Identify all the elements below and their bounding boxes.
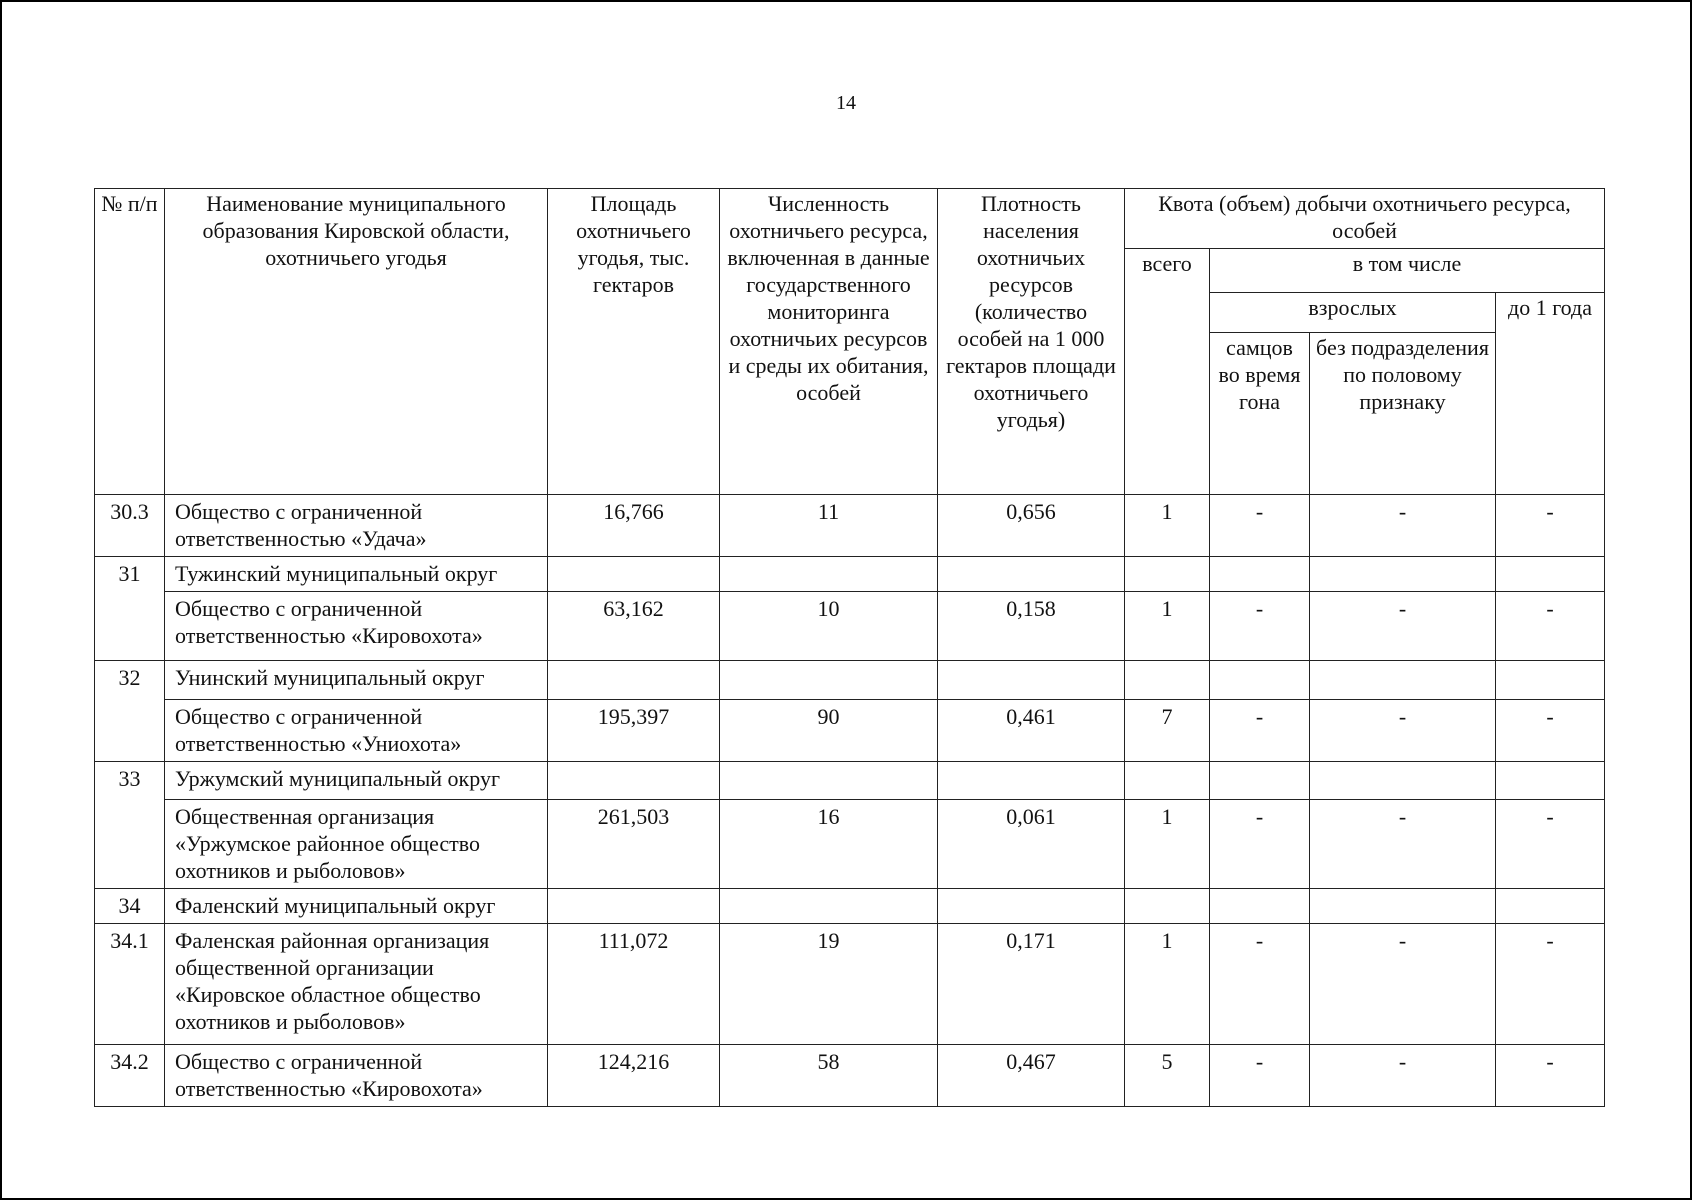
- row-males: -: [1210, 924, 1310, 1045]
- header-males-rut: самцов во время гона: [1210, 333, 1310, 495]
- row-area: 261,503: [548, 800, 720, 889]
- row-density: 0,461: [938, 700, 1125, 762]
- row-males: -: [1210, 700, 1310, 762]
- row-population: 19: [720, 924, 938, 1045]
- row-under1: -: [1496, 495, 1605, 557]
- table-row: [95, 1045, 1605, 1107]
- row-num: 33: [95, 762, 165, 889]
- header-adults: взрослых: [1210, 293, 1496, 333]
- row-total: 5: [1125, 1045, 1210, 1107]
- row-total: 1: [1125, 800, 1210, 889]
- row-name: Общество с ограниченной ответственностью «Кировохота»: [165, 1045, 548, 1107]
- row-density: 0,467: [938, 1045, 1125, 1107]
- row-density: 0,171: [938, 924, 1125, 1045]
- row-name: Общество с ограниченной ответственностью «Удача»: [165, 495, 548, 557]
- row-name: Общество с ограниченной ответственностью «Униохота»: [165, 700, 548, 762]
- header-population: Численность охотничьего ресурса, включенная в данные государственного мониторинга охотничьих ресурсов и среды их обитания, особей: [720, 189, 938, 495]
- table-row: [95, 592, 1605, 661]
- row-name: Тужинский муниципальный округ: [165, 557, 548, 592]
- row-males: -: [1210, 495, 1310, 557]
- quota-table: [94, 188, 1605, 1107]
- page-number: 14: [836, 92, 856, 114]
- row-total: 7: [1125, 700, 1210, 762]
- row-nosex: -: [1310, 924, 1496, 1045]
- row-total: 1: [1125, 924, 1210, 1045]
- row-area: 124,216: [548, 1045, 720, 1107]
- row-name: Фаленский муниципальный округ: [165, 889, 548, 924]
- table-row: [95, 762, 1605, 800]
- header-quota: Квота (объем) добычи охотничьего ресурса, особей: [1125, 189, 1605, 249]
- row-num: 30.3: [95, 495, 165, 557]
- row-num: 32: [95, 661, 165, 762]
- row-under1: -: [1496, 1045, 1605, 1107]
- row-name: Унинский муниципальный округ: [165, 661, 548, 700]
- row-population: 11: [720, 495, 938, 557]
- row-num: 34.2: [95, 1045, 165, 1107]
- row-density: 0,656: [938, 495, 1125, 557]
- row-name: Общественная организация «Уржумское районное общество охотников и рыболовов»: [165, 800, 548, 889]
- row-males: -: [1210, 800, 1310, 889]
- row-area: 63,162: [548, 592, 720, 661]
- row-name: Общество с ограниченной ответственностью «Кировохота»: [165, 592, 548, 661]
- row-under1: -: [1496, 700, 1605, 762]
- table-row: [95, 800, 1605, 889]
- header-total: всего: [1125, 249, 1210, 495]
- row-under1: -: [1496, 592, 1605, 661]
- header-including: в том числе: [1210, 249, 1605, 293]
- row-nosex: -: [1310, 1045, 1496, 1107]
- row-density: 0,061: [938, 800, 1125, 889]
- row-population: 90: [720, 700, 938, 762]
- row-nosex: -: [1310, 592, 1496, 661]
- table-row: [95, 661, 1605, 700]
- row-area: 111,072: [548, 924, 720, 1045]
- row-population: 16: [720, 800, 938, 889]
- row-area: 195,397: [548, 700, 720, 762]
- row-nosex: -: [1310, 495, 1496, 557]
- header-density: Плотность населения охотничьих ресурсов (количество особей на 1 000 гектаров площади охотничьего угодья): [938, 189, 1125, 495]
- row-nosex: -: [1310, 800, 1496, 889]
- row-under1: -: [1496, 800, 1605, 889]
- row-num: 34.1: [95, 924, 165, 1045]
- row-nosex: -: [1310, 700, 1496, 762]
- row-area: 16,766: [548, 495, 720, 557]
- header-area: Площадь охотничьего угодья, тыс. гектаров: [548, 189, 720, 495]
- row-males: -: [1210, 592, 1310, 661]
- row-population: 10: [720, 592, 938, 661]
- table-row: [95, 700, 1605, 762]
- header-num: № п/п: [95, 189, 165, 495]
- table-row: [95, 495, 1605, 557]
- row-num: 31: [95, 557, 165, 661]
- row-population: 58: [720, 1045, 938, 1107]
- header-no-sex: без подразделения по половому признаку: [1310, 333, 1496, 495]
- row-name: Уржумский муниципальный округ: [165, 762, 548, 800]
- row-total: 1: [1125, 495, 1210, 557]
- row-under1: -: [1496, 924, 1605, 1045]
- header-under-one: до 1 года: [1496, 293, 1605, 495]
- row-num: 34: [95, 889, 165, 924]
- table-row: [95, 889, 1605, 924]
- row-total: 1: [1125, 592, 1210, 661]
- header-name: Наименование муниципального образования Кировской области, охотничьего угодья: [165, 189, 548, 495]
- row-males: -: [1210, 1045, 1310, 1107]
- table-row: [95, 924, 1605, 1045]
- row-density: 0,158: [938, 592, 1125, 661]
- row-name: Фаленская районная организация общественной организации «Кировское областное общество охотников и рыболовов»: [165, 924, 548, 1045]
- table-row: [95, 557, 1605, 592]
